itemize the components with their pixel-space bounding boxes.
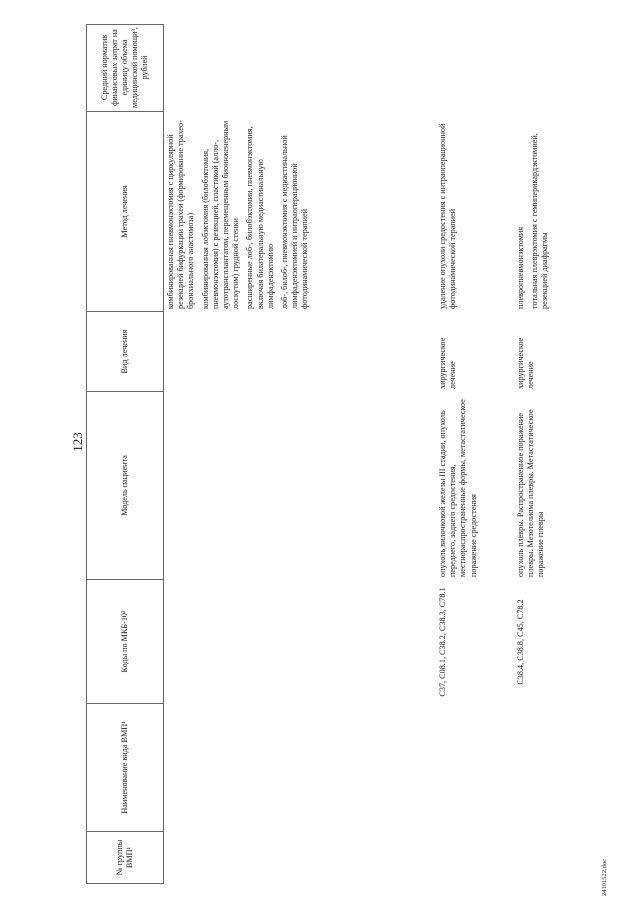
row2-methods [516, 112, 555, 312]
document-code: 24101522.doc [601, 858, 608, 896]
method-item: расширенные лоб-, билобэктомии, пневмонэктомия, включая билатеральную медиастинальную лимфаденэктомию [245, 126, 275, 309]
method-item: комбинированная пневмонэктомия с циркулярной резекцией бифуркации трахеи (формирование трахео-бронхиального анастомоза) [166, 120, 196, 309]
row1-treatment: хирургическое лечение [438, 337, 458, 389]
page-number: 123 [70, 432, 85, 452]
row1-model: опухоль вилочковой железы III стадии, опухоль переднего, заднего средостения, местнораспространенные формы, метастатическое поражение средостения [438, 399, 478, 577]
row1-codes: C37, C08.1, C38.2, C38.3, C78.1 [438, 587, 447, 697]
header-icd-codes: Коды по МКБ-10² [87, 580, 163, 704]
header-treatment-type: Вид лечения [87, 312, 163, 392]
header-treatment-method: Метод лечения [87, 112, 163, 312]
row2-model: опухоль плевры. Распространенное поражение плевры. Мезотелиома плевры. Метастатическое поражение плевры [516, 409, 546, 577]
row1-method [438, 112, 462, 312]
header-cost-norm: Средний норматив финансовых затрат на единицу объема медицинской помощи³, рублей [87, 24, 163, 112]
row2-treatment: хирургическое лечение [516, 337, 536, 389]
header-vmp-name: Наименование вида ВМП¹ [87, 704, 163, 832]
method-item: комбинированная лобэктомия (билобэктомия, пневмонэктомия) с резекцией, пластикой (алло-, аутотрансплантатом, перемещенным биоинженерным лоскутом) грудной стенки [200, 120, 241, 309]
method-item: тотальная плеврэктомия с гемиперикардэктомией, резекцией диафрагмы [530, 133, 550, 309]
method-item: лоб-, билоб-, пневмонэктомия с медиастинальной лимфаденэктомией и интраоперационной фотодинамической терапией [280, 135, 310, 309]
method-item: плевропневмонэктомия [516, 226, 525, 309]
table-body [150, 24, 570, 884]
row2-codes: C38.4, C38.8, C45, C78.2 [516, 599, 525, 685]
header-group-number: № группы ВМП¹ [87, 832, 163, 884]
header-patient-model: Модель пациента [87, 392, 163, 580]
methods-continuation [166, 112, 310, 312]
method-item: удаление опухоли средостения с интраоперационной фотодинамической терапией [438, 123, 458, 309]
